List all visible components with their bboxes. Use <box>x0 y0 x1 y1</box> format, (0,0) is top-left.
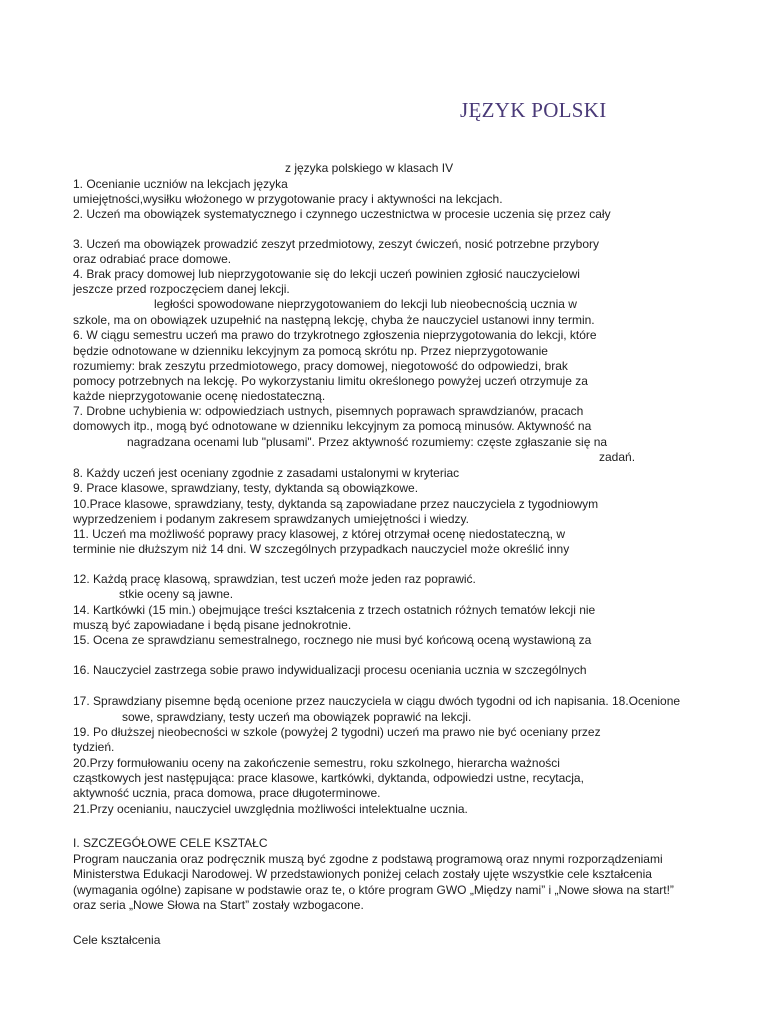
text-line: oraz odrabiać prace domowe. <box>73 252 232 266</box>
text-line: 20.Przy formułowaniu oceny na zakończenie semestru, roku szkolnego, hierarcha ważności <box>73 756 560 770</box>
text-line: tydzień. <box>73 740 115 754</box>
text-line: 10.Prace klasowe, sprawdziany, testy, dyktanda są zapowiadane przez nauczyciela z tygodniowym <box>73 497 599 511</box>
text-line: wyprzedzeniem i podanym zakresem sprawdzanych umiejętności i wiedzy. <box>73 512 469 526</box>
text-line: 8. Każdy uczeń jest oceniany zgodnie z zasadami ustalonymi w kryteriac <box>73 466 460 480</box>
text-line: umiejętności,wysiłku włożonego w przygotowanie pracy i aktywności na lekcjach. <box>73 192 503 206</box>
text-line: 16. Nauczyciel zastrzega sobie prawo indywidualizacji procesu oceniania ucznia w szczególnych <box>73 663 587 677</box>
text-line: nagradzana ocenami lub "plusami". Przez aktywność rozumiemy: częste zgłaszanie się na <box>127 435 608 449</box>
text-line: stkie oceny są jawne. <box>119 587 234 601</box>
text-line: oraz seria „Nowe Słowa na Start” zostały wzbogacone. <box>73 898 364 912</box>
text-line: 9. Prace klasowe, sprawdziany, testy, dyktanda są obowiązkowe. <box>73 481 419 495</box>
text-line: 6. W ciągu semestru uczeń ma prawo do trzykrotnego zgłoszenia nieprzygotowania do lekcji, które <box>73 328 597 342</box>
subsection-heading: Cele kształcenia <box>73 933 161 947</box>
text-line: aktywność ucznia, praca domowa, prace długoterminowe. <box>73 786 381 800</box>
text-line: 2. Uczeń ma obowiązek systematycznego i czynnego uczestnictwa w procesie uczenia się przez cały <box>73 207 611 221</box>
page-title: JĘZYK POLSKI <box>460 98 607 122</box>
text-line: Ministerstwa Edukacji Narodowej. W przedstawionych poniżej celach zostały ujęte wszystkie cele kształcenia <box>73 867 652 881</box>
text-line: 14. Kartkówki (15 min.) obejmujące treści kształcenia z trzech ostatnich różnych tematów lekcji nie <box>73 603 596 617</box>
text-line: 11. Uczeń ma możliwość poprawy pracy klasowej, z której otrzymał ocenę niedostateczną, w <box>73 527 565 541</box>
text-line: 21.Przy ocenianiu, nauczyciel uwzględnia możliwości intelektualne ucznia. <box>73 802 468 816</box>
text-line: ległości spowodowane nieprzygotowaniem do lekcji lub nieobecnością ucznia w <box>154 297 577 311</box>
text-line: 7. Drobne uchybienia w: odpowiedziach ustnych, pisemnych poprawach sprawdzianów, pracach <box>73 404 584 418</box>
text-line: 4. Brak pracy domowej lub nieprzygotowanie się do lekcji uczeń powinien zgłosić nauczycielowi <box>73 267 580 281</box>
text-line: każde nieprzygotowanie ocenę niedostateczną. <box>73 389 326 403</box>
text-line: Program nauczania oraz podręcznik muszą być zgodne z podstawą programową oraz nnymi rozporządzeniami <box>73 852 663 866</box>
text-line: rozumiemy: brak zeszytu przedmiotowego, pracy domowej, niegotowość do odpowiedzi, brak <box>73 359 568 373</box>
text-line: jeszcze przed rozpoczęciem danej lekcji. <box>73 282 290 296</box>
text-line: szkole, ma on obowiązek uzupełnić na następną lekcję, chyba że nauczyciel ustanowi inny termin. <box>73 313 595 327</box>
text-line: (wymagania ogólne) zapisane w podstawie oraz te, o które program GWO „Między nami” i „Nowe słowa na start!” <box>73 883 674 897</box>
text-line: 3. Uczeń ma obowiązek prowadzić zeszyt przedmiotowy, zeszyt ćwiczeń, nosić potrzebne przybory <box>73 237 599 251</box>
text-line: cząstkowych jest następująca: prace klasowe, kartkówki, dyktanda, odpowiedzi ustne, recytacja, <box>73 771 584 785</box>
text-line: pomocy potrzebnych na lekcję. Po wykorzystaniu limitu określonego powyżej uczeń otrzymuje za <box>73 374 588 388</box>
text-line: 15. Ocena ze sprawdzianu semestralnego, rocznego nie musi być końcową oceną wystawioną za <box>73 633 592 647</box>
text-line: zadań. <box>599 450 636 464</box>
text-line: będzie odnotowane w dzienniku lekcyjnym za pomocą skrótu np. Przez nieprzygotowanie <box>73 344 548 358</box>
text-line: z języka polskiego w klasach IV <box>285 161 454 175</box>
text-line: terminie nie dłuższym niż 14 dni. W szczególnych przypadkach nauczyciel może określić inny <box>73 542 570 556</box>
section-heading: I. SZCZEGÓŁOWE CELE KSZTAŁC <box>73 836 268 850</box>
text-line: domowych itp., mogą być odnotowane w dzienniku lekcyjnym za pomocą minusów. Aktywność na <box>73 419 592 433</box>
text-line: sowe, sprawdziany, testy uczeń ma obowiązek poprawić na lekcji. <box>122 710 472 724</box>
text-line: muszą być zapowiadane i będą pisane jednokrotnie. <box>73 618 352 632</box>
text-line: 17. Sprawdziany pisemne będą ocenione przez nauczyciela w ciągu dwóch tygodni od ich napisania. 18.Ocenione <box>73 694 681 708</box>
text-line: 1. Ocenianie uczniów na lekcjach języka <box>73 177 288 191</box>
text-line: 12. Każdą pracę klasową, sprawdzian, test uczeń może jeden raz poprawić. <box>73 572 476 586</box>
text-line: 19. Po dłuższej nieobecności w szkole (powyżej 2 tygodni) uczeń ma prawo nie być oceniany przez <box>73 725 601 739</box>
